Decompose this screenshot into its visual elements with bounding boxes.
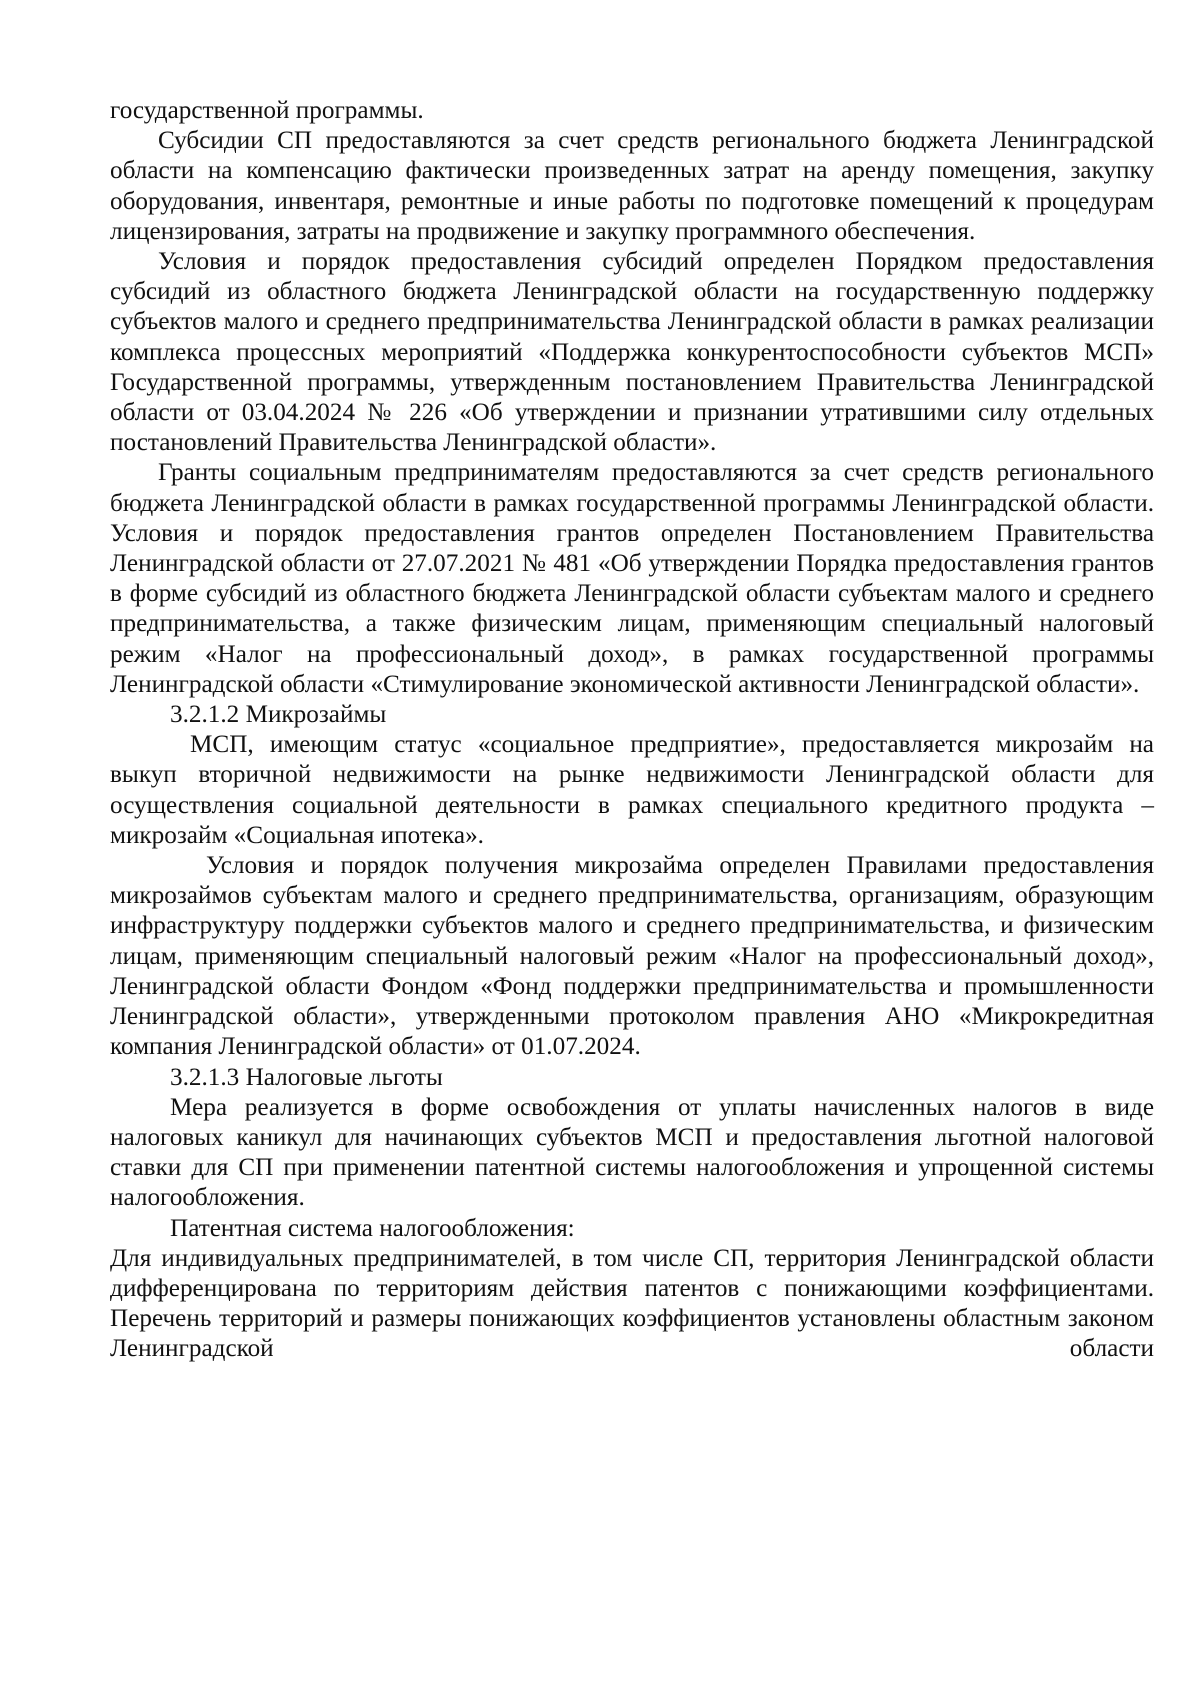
heading-microloans: 3.2.1.2 Микрозаймы <box>170 701 387 729</box>
paragraph-subsidies-conditions: Условия и порядок предоставления субсидий определен Порядком предоставления субсидий из областного бюджета Ленинградской области на государственную поддержку субъектов малого и среднего предпринимательства Ленинградской области в рамках реализации комплекса процессных мероприятий «Поддержка конкурентоспособности субъектов МСП» Государственной программы, утвержденным постановлением Правительства Ленинградской области от 03.04.2024 № 226 «Об утверждении и признании утратившими силу отдельных постановлений Правительства Ленинградской области». <box>110 248 1154 457</box>
paragraph-continuation: государственной программы. <box>110 97 424 124</box>
paragraph-microloan-conditions: Условия и порядок получения микрозайма определен Правилами предоставления микрозаймов субъектам малого и среднего предпринимательства, организациям, образующим инфраструктуру поддержки субъектов малого и среднего предпринимательства, и физическим лицам, применяющим специальный налоговый режим «Налог на профессиональный доход», Ленинградской области Фондом «Фонд поддержки предпринимательства и промышленности Ленинградской области», утвержденными протоколом правления АНО «Микрокредитная компания Ленинградской области» от 01.07.2024. <box>110 852 1154 1061</box>
document-page <box>110 96 1154 1365</box>
paragraph-subsidies-sp: Субсидии СП предоставляются за счет средств регионального бюджета Ленинградской области на компенсацию фактически произведенных затрат на аренду помещения, закупку оборудования, инвентаря, ремонтные и иные работы по подготовке помещений к процедурам лицензирования, затраты на продвижение и закупку программного обеспечения. <box>110 127 1154 245</box>
paragraph-grants: Гранты социальным предпринимателям предоставляются за счет средств регионального бюджета Ленинградской области в рамках государственной программы Ленинградской области. Условия и порядок предоставления грантов определен Постановлением Правительства Ленинградской области от 27.07.2021 № 481 «Об утверждении Порядка предоставления грантов в форме субсидий из областного бюджета Ленинградской области субъектам малого и среднего предпринимательства, а также физическим лицам, применяющим специальный налоговый режим «Налог на профессиональный доход», в рамках государственной программы Ленинградской области «Стимулирование экономической активности Ленинградской области». <box>110 459 1154 698</box>
paragraph-microloan-social: МСП, имеющим статус «социальное предприятие», предоставляется микрозайм на выкуп вторичной недвижимости на рынке недвижимости Ленинградской области для осуществления социальной деятельности в рамках специального кредитного продукта – микрозайм «Социальная ипотека». <box>110 731 1154 849</box>
heading-tax-benefits: 3.2.1.3 Налоговые льготы <box>170 1063 443 1091</box>
paragraph-patent-details: Для индивидуальных предпринимателей, в том числе СП, территория Ленинградской области дифференцирована по территориям действия патентов с понижающими коэффициентами. Перечень территорий и размеры понижающих коэффициентов установлены областным законом Ленинградской области <box>110 1244 1154 1363</box>
heading-patent-system: Патентная система налогообложения: <box>170 1214 575 1242</box>
paragraph-tax-measure: Мера реализуется в форме освобождения от уплаты начисленных налогов в виде налоговых каникул для начинающих субъектов МСП и предоставления льготной налоговой ставки для СП при применении патентной системы налогообложения и упрощенной системы налогообложения. <box>110 1093 1154 1212</box>
